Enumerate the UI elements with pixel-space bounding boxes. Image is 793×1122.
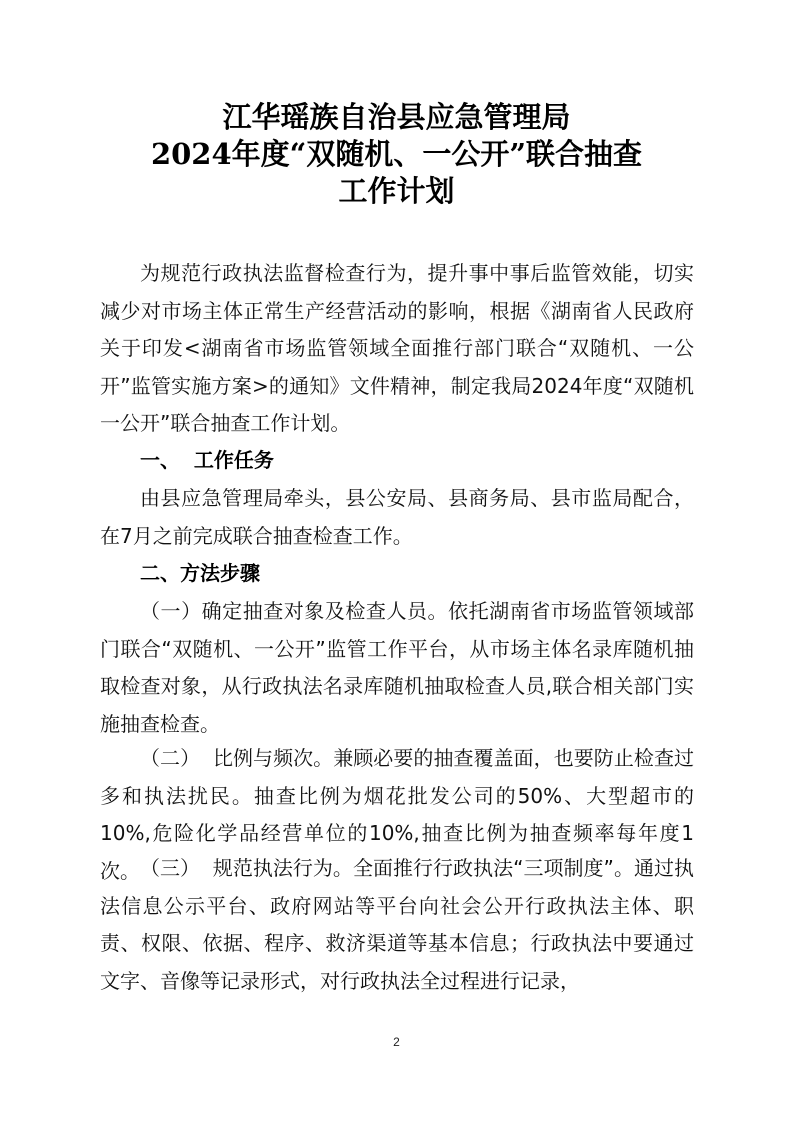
section-heading-tasks: 一、 工作任务 [140,448,274,472]
title-line-1: 江华瑶族自治县应急管理局 [222,100,571,134]
title-line-2: 2024年度“双随机、一公开”联合抽查 [150,137,643,171]
page-number: 2 [393,1035,400,1049]
method-item-1: （一）确定抽查对象及检查人员。依托湖南省市场监管领域部门联合“双随机、一公开”监管工作平台，从市场主体名录库随机抽取检查对象，从行政执法名录库随机抽取检查人员,联合相关部门实施抽查检查。 [100,599,694,736]
tasks-paragraph: 由县应急管理局牵头，县公安局、县商务局、县市监局配合，在7月之前完成联合抽查检查工作。 [100,486,694,548]
title-line-3: 工作计划 [338,174,455,208]
document-title [0,99,793,210]
method-item-3: （三） 规范执法行为。全面推行行政执法“三项制度”。通过执法信息公示平台、政府网站等平台向社会公开行政执法主体、职责、权限、依据、程序、救济渠道等基本信息；行政执法中要通过文字、音像等记录形式，对行政执法全过程进行记录， [100,856,694,993]
intro-paragraph: 为规范行政执法监督检查行为，提升事中事后监管效能，切实减少对市场主体正常生产经营活动的影响，根据《湖南省人民政府关于印发<湖南省市场监管领域全面推行部门联合“双随机、一公开”监管实施方案>的通知》文件精神，制定我局2024年度“双随机一公开”联合抽查工作计划。 [100,261,694,435]
section-heading-methods: 二、方法步骤 [140,561,260,585]
method-item-2: （二） 比例与频次。兼顾必要的抽查覆盖面，也要防止检查过多和执法扰民。抽查比例为烟花批发公司的50%、大型超市的10%,危险化学品经营单位的10%,抽查比例为抽查频率每年度1次。 [100,746,694,883]
